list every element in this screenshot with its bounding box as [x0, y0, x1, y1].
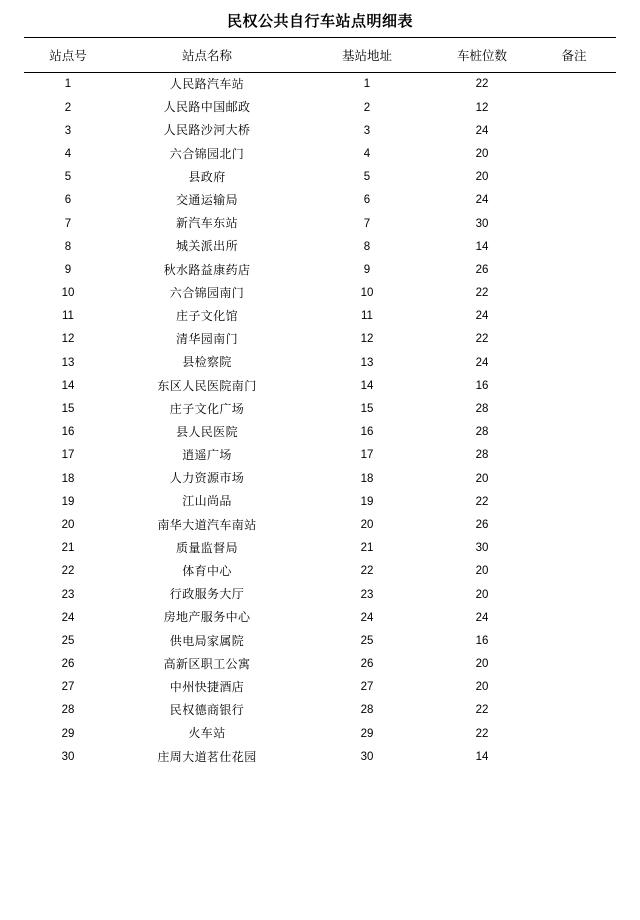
cell-dock-count: 24 [475, 124, 489, 137]
column-header-remark: 备注 [532, 38, 616, 73]
cell-remark [532, 351, 616, 374]
cell-remark [532, 305, 616, 328]
cell-remark [532, 467, 616, 490]
cell-station-name: 县检察院 [182, 355, 232, 370]
cell-station-name: 庄周大道茗仕花园 [157, 749, 257, 764]
cell-remark [532, 514, 616, 537]
table-row [24, 444, 616, 467]
cell-dock-count: 20 [475, 171, 489, 184]
cell-station-no: 17 [61, 449, 75, 462]
cell-base-address: 28 [360, 704, 374, 717]
cell-dock-count: 20 [475, 147, 489, 160]
cell-station-name: 六合锦园南门 [169, 285, 245, 300]
cell-base-address: 7 [363, 217, 371, 230]
cell-dock-count: 28 [475, 403, 489, 416]
cell-station-no: 2 [64, 101, 72, 114]
cell-station-name: 人民路沙河大桥 [163, 123, 251, 138]
table-row [24, 282, 616, 305]
cell-station-no: 12 [61, 333, 75, 346]
cell-station-name: 火车站 [188, 726, 226, 741]
cell-remark [532, 676, 616, 699]
cell-station-no: 9 [64, 263, 72, 276]
cell-dock-count: 20 [475, 565, 489, 578]
cell-dock-count: 22 [475, 78, 489, 91]
cell-station-no: 26 [61, 658, 75, 671]
cell-base-address: 26 [360, 658, 374, 671]
cell-base-address: 10 [360, 287, 374, 300]
cell-base-address: 12 [360, 333, 374, 346]
table-row [24, 351, 616, 374]
cell-base-address: 22 [360, 565, 374, 578]
table-row [24, 189, 616, 212]
table-row [24, 259, 616, 282]
column-header-dock-count: 车桩位数 [432, 38, 532, 73]
cell-base-address: 6 [363, 194, 371, 207]
table-row [24, 212, 616, 235]
cell-base-address: 15 [360, 403, 374, 416]
cell-station-no: 4 [64, 147, 72, 160]
cell-base-address: 17 [360, 449, 374, 462]
cell-dock-count: 24 [475, 356, 489, 369]
cell-dock-count: 22 [475, 727, 489, 740]
cell-base-address: 11 [361, 310, 373, 323]
cell-station-no: 8 [64, 240, 72, 253]
cell-station-no: 23 [61, 588, 75, 601]
cell-base-address: 18 [360, 472, 374, 485]
cell-remark [532, 143, 616, 166]
cell-station-no: 10 [61, 287, 75, 300]
cell-dock-count: 30 [475, 542, 489, 555]
cell-base-address: 19 [360, 495, 374, 508]
cell-remark [532, 490, 616, 513]
cell-dock-count: 24 [475, 611, 489, 624]
cell-base-address: 9 [363, 263, 371, 276]
table-row [24, 745, 616, 768]
cell-station-name: 清华园南门 [175, 332, 238, 347]
table-row [24, 328, 616, 351]
page-title: 民权公共自行车站点明细表 [226, 12, 413, 30]
column-header-station-no: 站点号 [24, 38, 112, 73]
table-row [24, 537, 616, 560]
cell-station-no: 14 [61, 379, 75, 392]
cell-station-name: 人民路中国邮政 [163, 100, 251, 115]
cell-base-address: 23 [360, 588, 374, 601]
table-row [24, 467, 616, 490]
cell-station-no: 11 [62, 310, 74, 323]
cell-base-address: 1 [363, 78, 371, 91]
cell-base-address: 3 [363, 124, 371, 137]
cell-base-address: 27 [360, 681, 374, 694]
column-header-base-address: 基站地址 [302, 38, 432, 73]
cell-station-name: 体育中心 [182, 564, 232, 579]
cell-dock-count: 22 [475, 287, 489, 300]
station-table [24, 37, 616, 769]
cell-dock-count: 20 [475, 658, 489, 671]
cell-station-name: 中州快捷酒店 [169, 679, 245, 694]
table-row [24, 699, 616, 722]
cell-station-name: 城关派出所 [175, 239, 238, 254]
cell-station-no: 7 [64, 217, 72, 230]
table-row [24, 305, 616, 328]
cell-remark [532, 374, 616, 397]
cell-station-name: 六合锦园北门 [169, 146, 245, 161]
table-row [24, 490, 616, 513]
cell-station-name: 质量监督局 [175, 540, 238, 555]
cell-dock-count: 12 [475, 101, 489, 114]
cell-station-no: 5 [64, 171, 72, 184]
cell-remark [532, 259, 616, 282]
cell-base-address: 16 [360, 426, 374, 439]
table-row [24, 398, 616, 421]
cell-dock-count: 26 [475, 518, 489, 531]
cell-station-name: 庄子文化馆 [175, 308, 238, 323]
cell-station-no: 21 [61, 542, 75, 555]
table-row [24, 73, 616, 97]
cell-remark [532, 96, 616, 119]
table-row [24, 96, 616, 119]
cell-station-name: 南华大道汽车南站 [157, 517, 257, 532]
cell-base-address: 14 [360, 379, 374, 392]
cell-station-name: 江山尚品 [182, 494, 232, 509]
cell-base-address: 21 [360, 542, 374, 555]
cell-remark [532, 166, 616, 189]
cell-station-no: 30 [61, 750, 75, 763]
cell-station-name: 人民路汽车站 [169, 77, 245, 92]
cell-station-name: 行政服务大厅 [169, 587, 245, 602]
cell-dock-count: 24 [475, 194, 489, 207]
cell-station-name: 交通运输局 [175, 193, 238, 208]
cell-station-no: 15 [61, 403, 75, 416]
cell-dock-count: 20 [475, 588, 489, 601]
cell-station-name: 民权德商银行 [169, 703, 245, 718]
cell-station-name: 秋水路益康药店 [163, 262, 251, 277]
cell-station-name: 东区人民医院南门 [157, 378, 257, 393]
table-row [24, 606, 616, 629]
table-row [24, 514, 616, 537]
cell-remark [532, 73, 616, 97]
cell-station-no: 28 [61, 704, 75, 717]
cell-dock-count: 14 [475, 240, 489, 253]
cell-station-no: 16 [61, 426, 75, 439]
cell-dock-count: 24 [475, 310, 489, 323]
cell-station-name: 县政府 [188, 169, 226, 184]
cell-base-address: 13 [360, 356, 374, 369]
cell-station-no: 6 [64, 194, 72, 207]
cell-dock-count: 22 [475, 495, 489, 508]
cell-remark [532, 745, 616, 768]
table-row [24, 421, 616, 444]
column-header-station-name: 站点名称 [112, 38, 302, 73]
cell-station-no: 24 [61, 611, 75, 624]
table-row [24, 119, 616, 142]
cell-station-name: 高新区职工公寓 [163, 656, 251, 671]
cell-remark [532, 212, 616, 235]
cell-base-address: 29 [360, 727, 374, 740]
cell-base-address: 25 [360, 634, 374, 647]
cell-remark [532, 653, 616, 676]
cell-remark [532, 235, 616, 258]
cell-station-no: 13 [61, 356, 75, 369]
cell-base-address: 2 [363, 101, 371, 114]
table-row [24, 630, 616, 653]
cell-station-no: 22 [61, 565, 75, 578]
cell-remark [532, 398, 616, 421]
table-header [24, 38, 616, 73]
cell-base-address: 4 [363, 147, 371, 160]
cell-remark [532, 722, 616, 745]
table-row [24, 235, 616, 258]
cell-base-address: 30 [360, 750, 374, 763]
cell-station-name: 人力资源市场 [169, 471, 245, 486]
cell-station-no: 27 [61, 681, 75, 694]
table-body [24, 73, 616, 769]
cell-dock-count: 16 [475, 634, 489, 647]
cell-base-address: 5 [363, 171, 371, 184]
cell-remark [532, 189, 616, 212]
cell-station-name: 县人民医院 [175, 424, 238, 439]
cell-dock-count: 16 [475, 379, 489, 392]
table-row [24, 560, 616, 583]
cell-dock-count: 14 [475, 750, 489, 763]
cell-dock-count: 20 [475, 472, 489, 485]
cell-station-no: 25 [61, 634, 75, 647]
cell-remark [532, 282, 616, 305]
cell-remark [532, 444, 616, 467]
cell-remark [532, 583, 616, 606]
cell-remark [532, 630, 616, 653]
table-row [24, 143, 616, 166]
table-row [24, 583, 616, 606]
cell-dock-count: 26 [475, 263, 489, 276]
cell-station-no: 20 [61, 518, 75, 531]
cell-station-no: 1 [64, 78, 72, 91]
cell-remark [532, 699, 616, 722]
table-row [24, 676, 616, 699]
cell-remark [532, 119, 616, 142]
cell-dock-count: 28 [475, 426, 489, 439]
cell-remark [532, 421, 616, 444]
table-row [24, 166, 616, 189]
cell-dock-count: 22 [475, 333, 489, 346]
cell-remark [532, 328, 616, 351]
cell-station-name: 供电局家属院 [169, 633, 245, 648]
cell-dock-count: 28 [475, 449, 489, 462]
cell-base-address: 24 [360, 611, 374, 624]
table-row [24, 653, 616, 676]
cell-dock-count: 30 [475, 217, 489, 230]
cell-station-no: 29 [61, 727, 75, 740]
cell-remark [532, 537, 616, 560]
cell-station-no: 18 [61, 472, 75, 485]
cell-station-name: 房地产服务中心 [163, 610, 251, 625]
cell-remark [532, 606, 616, 629]
cell-base-address: 8 [363, 240, 371, 253]
cell-dock-count: 20 [475, 681, 489, 694]
cell-station-name: 逍遥广场 [182, 448, 232, 463]
cell-station-no: 3 [64, 124, 72, 137]
cell-remark [532, 560, 616, 583]
table-row [24, 722, 616, 745]
table-row [24, 374, 616, 397]
cell-station-name: 新汽车东站 [175, 216, 238, 231]
cell-station-no: 19 [61, 495, 75, 508]
cell-dock-count: 22 [475, 704, 489, 717]
cell-station-name: 庄子文化广场 [169, 401, 245, 416]
cell-base-address: 20 [360, 518, 374, 531]
